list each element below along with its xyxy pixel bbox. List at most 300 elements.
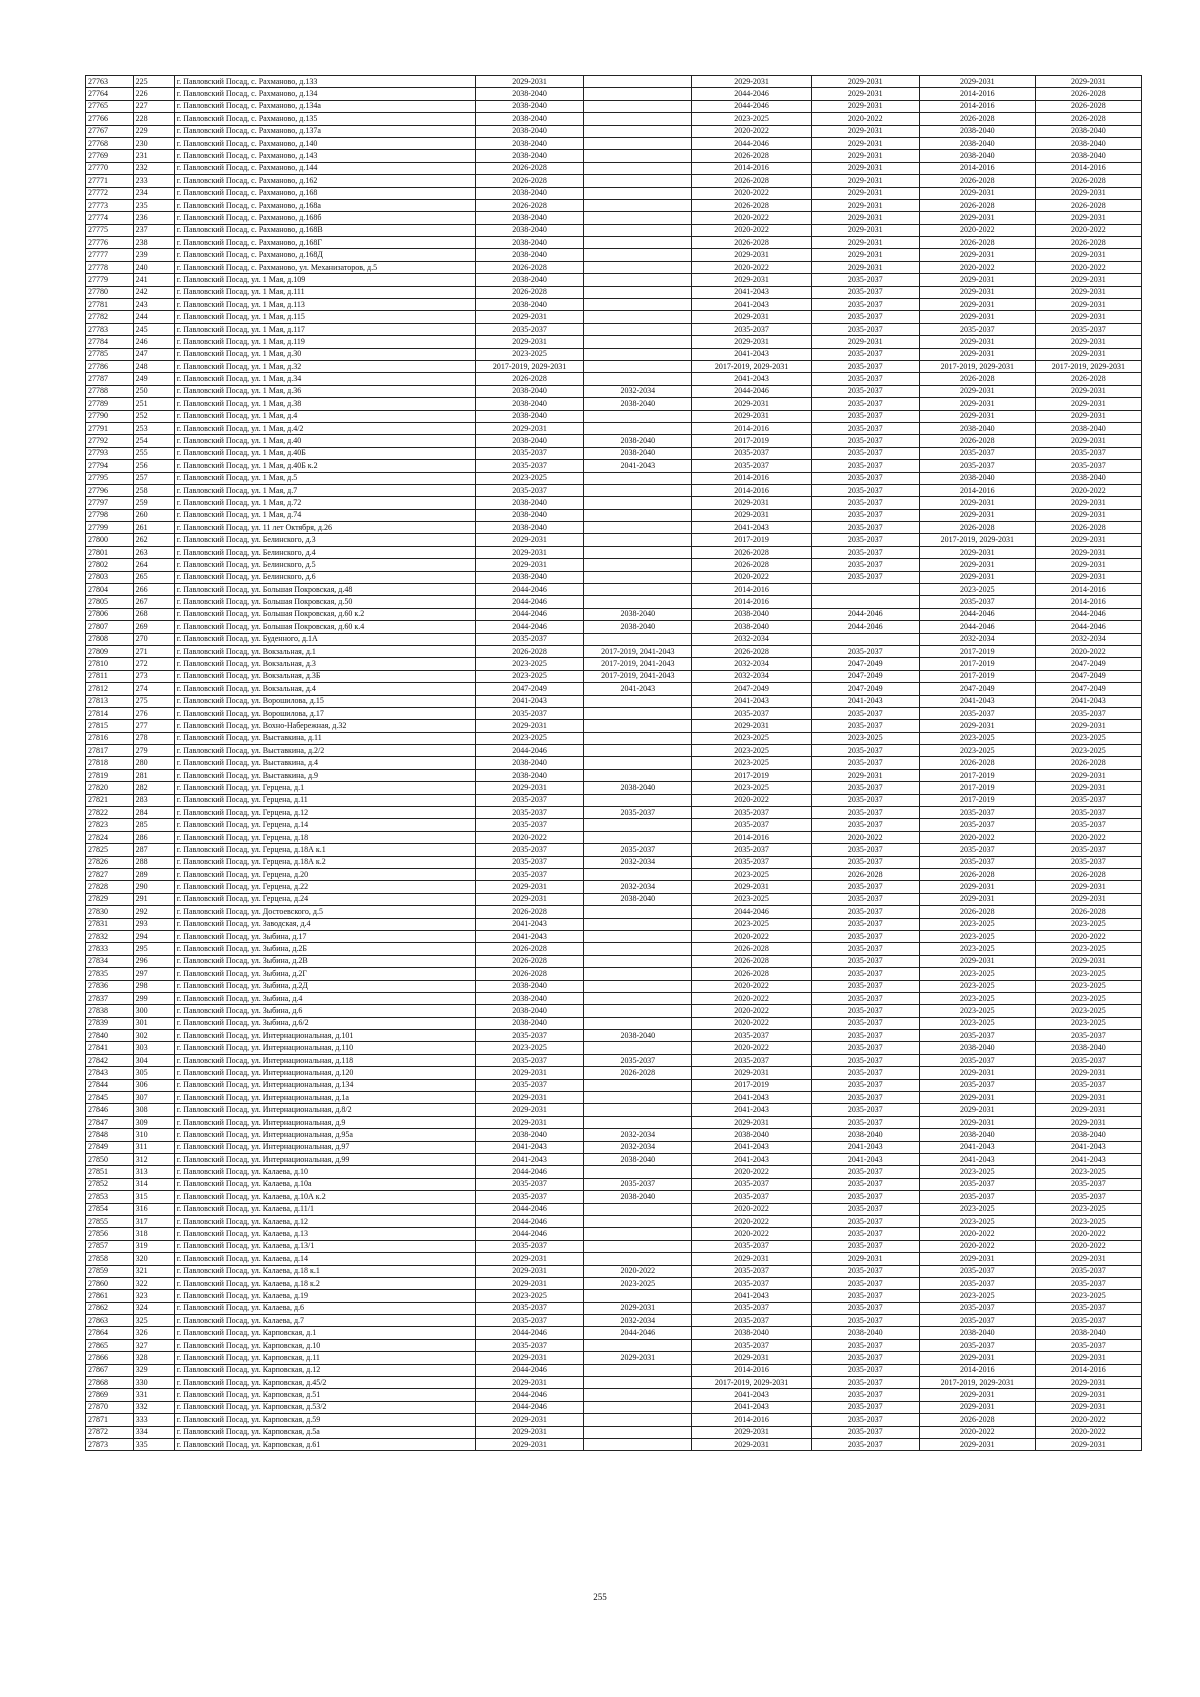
table-cell: 2041-2043 bbox=[1035, 1141, 1141, 1153]
table-cell: 2047-2049 bbox=[811, 670, 919, 682]
table-cell bbox=[584, 373, 692, 385]
table-cell: 325 bbox=[133, 1315, 174, 1327]
table-row bbox=[86, 794, 1142, 806]
table-cell: 27784 bbox=[86, 336, 134, 348]
table-cell: 265 bbox=[133, 571, 174, 583]
table-row bbox=[86, 683, 1142, 695]
table-cell: г. Павловский Посад, ул. 1 Мая, д.5 bbox=[174, 472, 475, 484]
table-cell: 263 bbox=[133, 546, 174, 558]
table-cell: 2026-2028 bbox=[584, 1067, 692, 1079]
table-cell: 2038-2040 bbox=[475, 1005, 583, 1017]
table-cell: 2023-2025 bbox=[475, 1290, 583, 1302]
table-cell: 2047-2049 bbox=[1035, 658, 1141, 670]
table-cell: 2020-2022 bbox=[1035, 831, 1141, 843]
table-cell: 2023-2025 bbox=[692, 113, 811, 125]
table-cell: 2029-2031 bbox=[1035, 955, 1141, 967]
table-cell: 2038-2040 bbox=[475, 150, 583, 162]
table-cell: 2029-2031 bbox=[1035, 398, 1141, 410]
table-cell bbox=[584, 286, 692, 298]
table-cell: 2044-2046 bbox=[475, 1389, 583, 1401]
table-cell: 2029-2031 bbox=[1035, 274, 1141, 286]
table-cell: 2035-2037 bbox=[811, 943, 919, 955]
table-cell bbox=[584, 534, 692, 546]
table-cell: 2035-2037 bbox=[692, 1315, 811, 1327]
table-cell: 2029-2031 bbox=[475, 1253, 583, 1265]
table-cell: 2029-2031 bbox=[1035, 1377, 1141, 1389]
table-cell: 2017-2019 bbox=[919, 645, 1035, 657]
table-cell: 2026-2028 bbox=[1035, 88, 1141, 100]
table-cell: 2035-2037 bbox=[811, 1030, 919, 1042]
table-cell: 2035-2037 bbox=[919, 844, 1035, 856]
table-cell: 2023-2025 bbox=[919, 1166, 1035, 1178]
table-cell: 2035-2037 bbox=[811, 1067, 919, 1079]
table-cell: 2035-2037 bbox=[811, 1389, 919, 1401]
table-cell bbox=[584, 584, 692, 596]
table-cell: 2035-2037 bbox=[811, 274, 919, 286]
table-cell: 312 bbox=[133, 1153, 174, 1165]
table-cell: 2020-2022 bbox=[1035, 930, 1141, 942]
table-cell: 2029-2031 bbox=[1035, 385, 1141, 397]
table-cell: 2035-2037 bbox=[811, 992, 919, 1004]
table-cell: 2035-2037 bbox=[475, 1315, 583, 1327]
table-cell: 2044-2046 bbox=[692, 100, 811, 112]
table-cell: 2020-2022 bbox=[692, 187, 811, 199]
table-cell: 2029-2031 bbox=[475, 1438, 583, 1450]
table-cell: г. Павловский Посад, ул. Выставкина, д.9 bbox=[174, 769, 475, 781]
table-cell: 2029-2031 bbox=[919, 187, 1035, 199]
table-row bbox=[86, 1240, 1142, 1252]
table-cell: 2023-2025 bbox=[919, 930, 1035, 942]
table-cell: 2035-2037 bbox=[475, 1240, 583, 1252]
table-cell: 2035-2037 bbox=[692, 707, 811, 719]
table-row bbox=[86, 311, 1142, 323]
table-cell: 2038-2040 bbox=[475, 88, 583, 100]
table-cell: 239 bbox=[133, 249, 174, 261]
table-cell bbox=[584, 422, 692, 434]
table-cell: 2038-2040 bbox=[811, 1129, 919, 1141]
table-cell: 2044-2046 bbox=[692, 88, 811, 100]
table-cell: 2035-2037 bbox=[811, 1092, 919, 1104]
table-cell: 254 bbox=[133, 435, 174, 447]
table-cell: г. Павловский Посад, ул. Ворошилова, д.17 bbox=[174, 707, 475, 719]
table-cell bbox=[584, 187, 692, 199]
table-cell: 2029-2031 bbox=[1035, 1116, 1141, 1128]
table-cell: 2014-2016 bbox=[692, 1364, 811, 1376]
table-cell: 2026-2028 bbox=[475, 199, 583, 211]
table-cell: 2029-2031 bbox=[811, 237, 919, 249]
table-cell bbox=[584, 992, 692, 1004]
table-cell: 2026-2028 bbox=[475, 162, 583, 174]
table-cell: 27785 bbox=[86, 348, 134, 360]
table-row bbox=[86, 1017, 1142, 1029]
table-cell: 2035-2037 bbox=[919, 596, 1035, 608]
table-cell bbox=[584, 348, 692, 360]
table-cell: г. Павловский Посад, ул. Выставкина, д.4 bbox=[174, 757, 475, 769]
table-cell: г. Павловский Посад, ул. Зыбина, д.2Б bbox=[174, 943, 475, 955]
table-cell: 2044-2046 bbox=[475, 584, 583, 596]
table-cell: 2029-2031 bbox=[475, 336, 583, 348]
table-cell: 2029-2031 bbox=[475, 881, 583, 893]
table-row bbox=[86, 1327, 1142, 1339]
table-cell: 2035-2037 bbox=[811, 472, 919, 484]
table-row bbox=[86, 534, 1142, 546]
table-row bbox=[86, 695, 1142, 707]
table-cell: 319 bbox=[133, 1240, 174, 1252]
table-cell: 2029-2031 bbox=[692, 509, 811, 521]
table-cell: г. Павловский Посад, ул. Калаева, д.7 bbox=[174, 1315, 475, 1327]
table-cell bbox=[584, 1339, 692, 1351]
table-cell: 2035-2037 bbox=[811, 299, 919, 311]
table-cell: 2029-2031 bbox=[919, 385, 1035, 397]
table-cell: 2035-2037 bbox=[811, 1178, 919, 1190]
table-cell: 2044-2046 bbox=[475, 745, 583, 757]
table-cell: 2020-2022 bbox=[692, 794, 811, 806]
table-cell: 2041-2043 bbox=[811, 1141, 919, 1153]
table-cell: 2029-2031 bbox=[475, 1265, 583, 1277]
table-cell: 2023-2025 bbox=[1035, 1166, 1141, 1178]
table-row bbox=[86, 261, 1142, 273]
table-row bbox=[86, 249, 1142, 261]
table-cell bbox=[584, 633, 692, 645]
table-row bbox=[86, 1191, 1142, 1203]
table-cell: 235 bbox=[133, 199, 174, 211]
table-row bbox=[86, 546, 1142, 558]
table-cell: 2035-2037 bbox=[584, 1178, 692, 1190]
table-cell: 2032-2034 bbox=[584, 1315, 692, 1327]
table-cell: 27826 bbox=[86, 856, 134, 868]
table-cell: г. Павловский Посад, ул. 1 Мая, д.4 bbox=[174, 410, 475, 422]
table-cell: 2032-2034 bbox=[584, 385, 692, 397]
table-cell: 27807 bbox=[86, 621, 134, 633]
table-cell bbox=[584, 336, 692, 348]
table-cell: 27809 bbox=[86, 645, 134, 657]
table-cell: 2038-2040 bbox=[475, 522, 583, 534]
table-cell: 2029-2031 bbox=[1035, 881, 1141, 893]
table-cell: 2035-2037 bbox=[475, 1079, 583, 1091]
table-cell bbox=[584, 559, 692, 571]
table-cell: 2038-2040 bbox=[584, 782, 692, 794]
table-cell bbox=[584, 1438, 692, 1450]
table-cell: г. Павловский Посад, ул. Интернациональная, д.134 bbox=[174, 1079, 475, 1091]
table-cell: 313 bbox=[133, 1166, 174, 1178]
table-cell: 2041-2043 bbox=[919, 695, 1035, 707]
table-cell bbox=[584, 596, 692, 608]
table-cell: г. Павловский Посад, ул. Калаева, д.12 bbox=[174, 1215, 475, 1227]
table-cell: г. Павловский Посад, с. Рахманово, ул. Механизаторов, д.5 bbox=[174, 261, 475, 273]
table-cell: 2035-2037 bbox=[1035, 844, 1141, 856]
table-cell: 2020-2022 bbox=[811, 113, 919, 125]
table-cell: 244 bbox=[133, 311, 174, 323]
table-row bbox=[86, 831, 1142, 843]
table-cell: г. Павловский Посад, ул. 1 Мая, д.40Б bbox=[174, 447, 475, 459]
table-cell: 2020-2022 bbox=[584, 1265, 692, 1277]
table-cell: 2029-2031 bbox=[919, 1067, 1035, 1079]
table-cell: 2035-2037 bbox=[811, 1265, 919, 1277]
table-cell: г. Павловский Посад, ул. Большая Покровская, д.50 bbox=[174, 596, 475, 608]
table-cell: 2017-2019, 2029-2031 bbox=[692, 360, 811, 372]
table-cell bbox=[584, 1426, 692, 1438]
table-cell: 2029-2031 bbox=[919, 336, 1035, 348]
table-cell: 2026-2028 bbox=[919, 906, 1035, 918]
table-cell: 2029-2031 bbox=[692, 336, 811, 348]
table-cell: 2029-2031 bbox=[811, 175, 919, 187]
table-cell: 2035-2037 bbox=[811, 1426, 919, 1438]
table-cell: 2038-2040 bbox=[1035, 472, 1141, 484]
table-cell: 2035-2037 bbox=[1035, 807, 1141, 819]
table-row bbox=[86, 1166, 1142, 1178]
table-cell: г. Павловский Посад, с. Рахманово, д.168б bbox=[174, 212, 475, 224]
table-cell: 2029-2031 bbox=[919, 1116, 1035, 1128]
table-row bbox=[86, 1005, 1142, 1017]
table-cell: 229 bbox=[133, 125, 174, 137]
table-cell: 269 bbox=[133, 621, 174, 633]
table-cell: 2029-2031 bbox=[919, 1401, 1035, 1413]
table-cell: 2035-2037 bbox=[692, 1178, 811, 1190]
table-cell: 2029-2031 bbox=[1035, 1352, 1141, 1364]
table-cell: 27799 bbox=[86, 522, 134, 534]
table-cell: 2035-2037 bbox=[811, 980, 919, 992]
table-cell: 2023-2025 bbox=[1035, 918, 1141, 930]
table-cell: 2038-2040 bbox=[475, 187, 583, 199]
table-cell: 2026-2028 bbox=[919, 373, 1035, 385]
table-cell: 2017-2019, 2041-2043 bbox=[584, 658, 692, 670]
table-cell: 2035-2037 bbox=[1035, 1178, 1141, 1190]
table-cell: 2035-2037 bbox=[811, 385, 919, 397]
table-cell: 2029-2031 bbox=[919, 509, 1035, 521]
table-cell: 2020-2022 bbox=[919, 1426, 1035, 1438]
table-cell: 259 bbox=[133, 497, 174, 509]
table-cell: 2020-2022 bbox=[692, 261, 811, 273]
table-cell: 2035-2037 bbox=[811, 1364, 919, 1376]
table-cell: 2035-2037 bbox=[1035, 707, 1141, 719]
table-cell: 2023-2025 bbox=[692, 745, 811, 757]
table-cell: 2035-2037 bbox=[919, 1302, 1035, 1314]
table-cell: 2035-2037 bbox=[692, 856, 811, 868]
table-cell: 2041-2043 bbox=[692, 348, 811, 360]
table-cell: 2035-2037 bbox=[1035, 323, 1141, 335]
table-cell: г. Павловский Посад, ул. Калаева, д.10А к.2 bbox=[174, 1191, 475, 1203]
table-cell: 2029-2031 bbox=[692, 398, 811, 410]
table-row bbox=[86, 1067, 1142, 1079]
table-cell bbox=[584, 1203, 692, 1215]
table-cell: 2035-2037 bbox=[1035, 794, 1141, 806]
table-cell: 27803 bbox=[86, 571, 134, 583]
table-row bbox=[86, 472, 1142, 484]
table-cell: 2038-2040 bbox=[584, 1153, 692, 1165]
table-cell: 2014-2016 bbox=[692, 1414, 811, 1426]
table-cell: 261 bbox=[133, 522, 174, 534]
table-row bbox=[86, 658, 1142, 670]
table-cell: 2038-2040 bbox=[811, 1327, 919, 1339]
table-cell: 2038-2040 bbox=[475, 385, 583, 397]
table-cell: 2035-2037 bbox=[811, 906, 919, 918]
table-cell: 2029-2031 bbox=[692, 1116, 811, 1128]
table-cell: 2023-2025 bbox=[1035, 980, 1141, 992]
table-cell: 2041-2043 bbox=[692, 522, 811, 534]
table-cell: 2023-2025 bbox=[811, 732, 919, 744]
table-cell: г. Павловский Посад, ул. Интернациональная, д.97 bbox=[174, 1141, 475, 1153]
table-cell: 2026-2028 bbox=[919, 237, 1035, 249]
table-row bbox=[86, 707, 1142, 719]
table-cell: 2029-2031 bbox=[919, 559, 1035, 571]
table-row bbox=[86, 844, 1142, 856]
table-cell: 2029-2031 bbox=[811, 769, 919, 781]
table-cell: 2026-2028 bbox=[1035, 373, 1141, 385]
table-cell: 2041-2043 bbox=[692, 1401, 811, 1413]
table-row bbox=[86, 373, 1142, 385]
table-cell: 331 bbox=[133, 1389, 174, 1401]
table-cell: 2017-2019 bbox=[692, 769, 811, 781]
table-cell: г. Павловский Посад, ул. Вокзальная, д.3 bbox=[174, 658, 475, 670]
table-cell: 2029-2031 bbox=[1035, 286, 1141, 298]
table-cell bbox=[584, 918, 692, 930]
table-cell: 2029-2031 bbox=[1035, 534, 1141, 546]
table-cell: 262 bbox=[133, 534, 174, 546]
table-cell: г. Павловский Посад, ул. Буденного, д.1А bbox=[174, 633, 475, 645]
table-cell: 2038-2040 bbox=[475, 497, 583, 509]
table-cell: 2038-2040 bbox=[475, 435, 583, 447]
table-cell: 2035-2037 bbox=[475, 1339, 583, 1351]
table-cell: 2044-2046 bbox=[475, 1203, 583, 1215]
table-cell: г. Павловский Посад, ул. Ворошилова, д.15 bbox=[174, 695, 475, 707]
table-row bbox=[86, 1377, 1142, 1389]
table-cell: г. Павловский Посад, ул. 1 Мая, д.40 bbox=[174, 435, 475, 447]
table-cell: г. Павловский Посад, ул. Герцена, д.11 bbox=[174, 794, 475, 806]
table-cell: 2035-2037 bbox=[692, 1265, 811, 1277]
table-cell: 255 bbox=[133, 447, 174, 459]
table-cell: 27819 bbox=[86, 769, 134, 781]
table-cell: 2035-2037 bbox=[692, 1339, 811, 1351]
table-cell: г. Павловский Посад, ул. 1 Мая, д.113 bbox=[174, 299, 475, 311]
table-cell: 2023-2025 bbox=[475, 658, 583, 670]
table-cell bbox=[584, 162, 692, 174]
table-cell: 2035-2037 bbox=[811, 534, 919, 546]
table-cell: 275 bbox=[133, 695, 174, 707]
table-cell: 2035-2037 bbox=[692, 1277, 811, 1289]
table-cell: 2035-2037 bbox=[811, 1377, 919, 1389]
table-cell: 305 bbox=[133, 1067, 174, 1079]
table-cell: 332 bbox=[133, 1401, 174, 1413]
table-cell: 27779 bbox=[86, 274, 134, 286]
table-cell: 2029-2031 bbox=[919, 546, 1035, 558]
table-cell: 2029-2031 bbox=[919, 1104, 1035, 1116]
table-cell: 27774 bbox=[86, 212, 134, 224]
table-cell: 2026-2028 bbox=[919, 113, 1035, 125]
table-cell: 27789 bbox=[86, 398, 134, 410]
table-cell: 2029-2031 bbox=[811, 249, 919, 261]
table-cell: 2041-2043 bbox=[692, 299, 811, 311]
table-cell: 2038-2040 bbox=[475, 274, 583, 286]
table-cell: 2029-2031 bbox=[692, 311, 811, 323]
table-cell: 2023-2025 bbox=[919, 732, 1035, 744]
table-cell: 27790 bbox=[86, 410, 134, 422]
table-cell: 2023-2025 bbox=[475, 732, 583, 744]
table-cell: 2029-2031 bbox=[1035, 893, 1141, 905]
table-cell: 2023-2025 bbox=[1035, 1290, 1141, 1302]
table-cell: 27769 bbox=[86, 150, 134, 162]
table-cell: 2032-2034 bbox=[692, 670, 811, 682]
table-cell: 2029-2031 bbox=[919, 212, 1035, 224]
table-row bbox=[86, 199, 1142, 211]
table-cell: 2038-2040 bbox=[475, 137, 583, 149]
table-cell: 2044-2046 bbox=[1035, 608, 1141, 620]
table-row bbox=[86, 1253, 1142, 1265]
table-cell: 27842 bbox=[86, 1054, 134, 1066]
table-cell: 333 bbox=[133, 1414, 174, 1426]
table-cell: 257 bbox=[133, 472, 174, 484]
table-cell: 246 bbox=[133, 336, 174, 348]
table-row bbox=[86, 1315, 1142, 1327]
table-cell: 27766 bbox=[86, 113, 134, 125]
table-cell bbox=[584, 695, 692, 707]
table-cell: 2029-2031 bbox=[1035, 249, 1141, 261]
table-cell: 27838 bbox=[86, 1005, 134, 1017]
table-cell: 233 bbox=[133, 175, 174, 187]
table-cell: 27792 bbox=[86, 435, 134, 447]
table-cell: 2035-2037 bbox=[811, 348, 919, 360]
table-body bbox=[86, 76, 1142, 1451]
table-cell: 289 bbox=[133, 869, 174, 881]
table-cell: 27850 bbox=[86, 1153, 134, 1165]
table-row bbox=[86, 782, 1142, 794]
table-cell: 2035-2037 bbox=[919, 807, 1035, 819]
table-cell: 2029-2031 bbox=[475, 893, 583, 905]
table-cell: г. Павловский Посад, ул. Достоевского, д.5 bbox=[174, 906, 475, 918]
table-cell bbox=[584, 274, 692, 286]
table-cell: 2032-2034 bbox=[584, 1129, 692, 1141]
table-cell: 243 bbox=[133, 299, 174, 311]
table-cell: 27793 bbox=[86, 447, 134, 459]
table-cell bbox=[584, 1104, 692, 1116]
table-cell: 2017-2019 bbox=[692, 534, 811, 546]
table-cell: 2026-2028 bbox=[1035, 175, 1141, 187]
table-row bbox=[86, 224, 1142, 236]
table-cell: 2038-2040 bbox=[475, 299, 583, 311]
table-cell: 232 bbox=[133, 162, 174, 174]
table-cell: 2014-2016 bbox=[1035, 162, 1141, 174]
table-cell: 2035-2037 bbox=[811, 819, 919, 831]
table-cell: 2020-2022 bbox=[692, 1042, 811, 1054]
table-cell: 2029-2031 bbox=[1035, 1401, 1141, 1413]
table-cell: 2026-2028 bbox=[1035, 906, 1141, 918]
table-cell: 260 bbox=[133, 509, 174, 521]
table-cell bbox=[584, 769, 692, 781]
table-cell bbox=[584, 88, 692, 100]
table-cell: 2029-2031 bbox=[811, 1253, 919, 1265]
table-cell: 2035-2037 bbox=[811, 844, 919, 856]
table-cell: 27775 bbox=[86, 224, 134, 236]
table-row bbox=[86, 930, 1142, 942]
table-cell: 2020-2022 bbox=[919, 1240, 1035, 1252]
table-cell: 2023-2025 bbox=[919, 584, 1035, 596]
table-cell: 27839 bbox=[86, 1017, 134, 1029]
table-row bbox=[86, 1290, 1142, 1302]
table-cell: 2020-2022 bbox=[692, 125, 811, 137]
table-cell: 296 bbox=[133, 955, 174, 967]
table-cell: 2035-2037 bbox=[811, 720, 919, 732]
table-cell: 27804 bbox=[86, 584, 134, 596]
table-cell: 27841 bbox=[86, 1042, 134, 1054]
table-cell: 27777 bbox=[86, 249, 134, 261]
table-cell: 2038-2040 bbox=[475, 100, 583, 112]
table-cell: 2038-2040 bbox=[475, 757, 583, 769]
table-cell: 27797 bbox=[86, 497, 134, 509]
table-cell: 2023-2025 bbox=[1035, 1005, 1141, 1017]
table-cell bbox=[584, 299, 692, 311]
table-cell: г. Павловский Посад, ул. Карповская, д.59 bbox=[174, 1414, 475, 1426]
table-cell: 2029-2031 bbox=[1035, 212, 1141, 224]
table-cell: г. Павловский Посад, ул. Калаева, д.18 к.2 bbox=[174, 1277, 475, 1289]
